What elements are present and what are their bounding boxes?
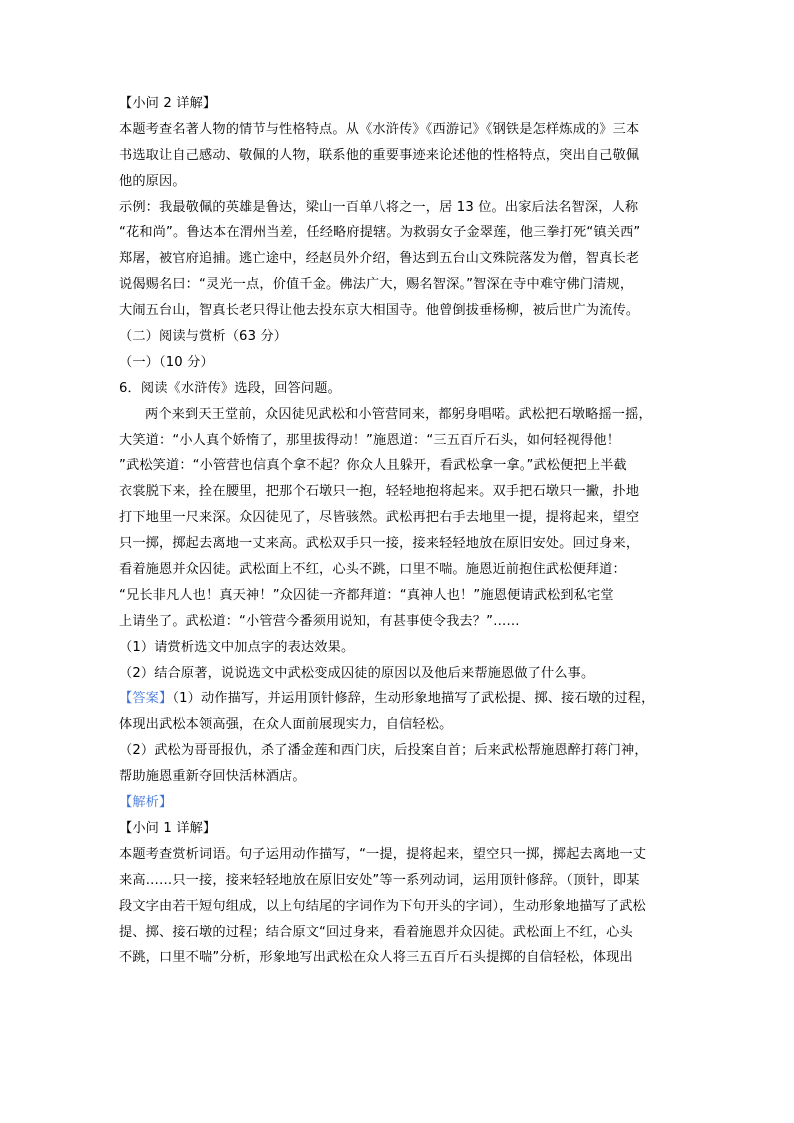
passage-line: 只一掷，掷起去离地一丈来高。武松双手只一接，接来轻轻地放在原旧安处。回过身来， (119, 536, 640, 552)
example-line: 大闹五台山，智真长老只得让他去投东京大相国寺。他曾倒拔垂杨柳，被后世广为流传。 (119, 303, 640, 319)
answer-line: 帮助施恩重新夺回快活林酒店。 (119, 769, 306, 785)
document-content (119, 91, 679, 971)
passage-line: 大笑道：“小人真个娇惰了，那里拔得动！”施恩道：“三五百斤石头，如何轻视得他！ (119, 432, 621, 448)
example-line: 说偈赐名曰：“灵光一点，价值千金。佛法广大，赐名智深。”智深在寺中难守佛门清规， (119, 277, 634, 293)
passage-line: 两个来到天王堂前，众囚徒见武松和小管营同来，都躬身唱喏。武松把石墩略摇一摇， (145, 406, 652, 422)
analysis-line: 本题考查赏析词语。句子运用动作描写，“一提，提将起来，望空只一掷，掷起去离地一丈 (119, 846, 647, 862)
section-heading: （二）阅读与赏析（63 分） (119, 329, 288, 345)
passage-line: 上请坐了。武松道：“小管营今番须用说知，有甚事使令我去？”…… (119, 613, 520, 629)
subsection-heading: （一）（10 分） (119, 354, 214, 370)
passage-line: “兄长非凡人也！真天神！”众囚徒一齐都拜道：“真神人也！”施恩便请武松到私宅堂 (119, 587, 614, 603)
question-title: 6．阅读《水浒传》选段，回答问题。 (119, 380, 341, 396)
answer-line: （2）武松为哥哥报仇，杀了潘金莲和西门庆，后投案自首；后来武松帮施恩醉打蒋门神， (119, 743, 648, 759)
sub-question: （2）结合原著，说说选文中武松变成囚徒的原因以及他后来帮施恩做了什么事。 (119, 665, 595, 681)
example-line: 郑屠，被官府追捕。逃亡途中，经赵员外介绍，鲁达到五台山文殊院落发为僧，智真长老 (119, 251, 640, 267)
explanation-line: 书选取让自己感动、敬佩的人物，联系他的重要事迹来论述他的性格特点，突出自己敬佩 (119, 147, 640, 163)
answer-line: 体现出武松本领高强，在众人面前展现实力，自信轻松。 (119, 717, 453, 733)
sub-question: （1）请赏析选文中加点字的表达效果。 (119, 639, 355, 655)
analysis-line: 不跳，口里不喘”分析，形象地写出武松在众人将三五百斤石头提掷的自信轻松，体现出 (119, 950, 633, 966)
passage-line: 衣裳脱下来，拴在腰里，把那个石墩只一抱，轻轻地抱将起来。双手把石墩只一撇，扑地 (119, 484, 640, 500)
passage-line: 看着施恩并众囚徒。武松面上不红，心头不跳，口里不喘。施恩近前抱住武松便拜道： (119, 562, 626, 578)
answer-label: 【答案】 (119, 691, 173, 707)
passage-line: ”武松笑道：“小管营也信真个拿不起？你众人且躲开，看武松拿一拿。”武松便把上半截 (119, 458, 627, 474)
explanation-line: 本题考查名著人物的情节与性格特点。从《水浒传》《西游记》《钢铁是怎样炼成的》三本 (119, 121, 640, 137)
subquestion-heading: 【小问 1 详解】 (119, 820, 217, 836)
analysis-label: 【解析】 (119, 795, 173, 811)
analysis-line: 来高……只一接，接来轻轻地放在原旧安处”等一系列动词，运用顶针修辞。（顶针，即某 (119, 872, 640, 888)
passage-line: 打下地里一尺来深。众囚徒见了，尽皆骇然。武松再把右手去地里一提，提将起来，望空 (119, 510, 640, 526)
analysis-line: 提、掷、接石墩的过程；结合原文“回过身来，看着施恩并众囚徒。武松面上不红，心头 (119, 924, 633, 940)
analysis-line: 段文字由若干短句组成，以上句结尾的字词作为下句开头的字词），生动形象地描写了武松 (119, 898, 646, 914)
answer-line (119, 686, 679, 712)
example-line: “花和尚”。鲁达本在渭州当差，任经略府提辖。为救弱女子金翠莲，他三拳打死“镇关西” (119, 225, 641, 241)
explanation-line: 他的原因。 (119, 173, 186, 189)
example-line: 示例：我最敬佩的英雄是鲁达，梁山一百单八将之一，居 13 位。出家后法名智深，人称 (119, 199, 639, 215)
subquestion-heading: 【小问 2 详解】 (119, 96, 217, 111)
answer-text: （1）动作描写，并运用顶针修辞，生动形象地描写了武松提、掷、接石墩的过程， (172, 691, 655, 707)
